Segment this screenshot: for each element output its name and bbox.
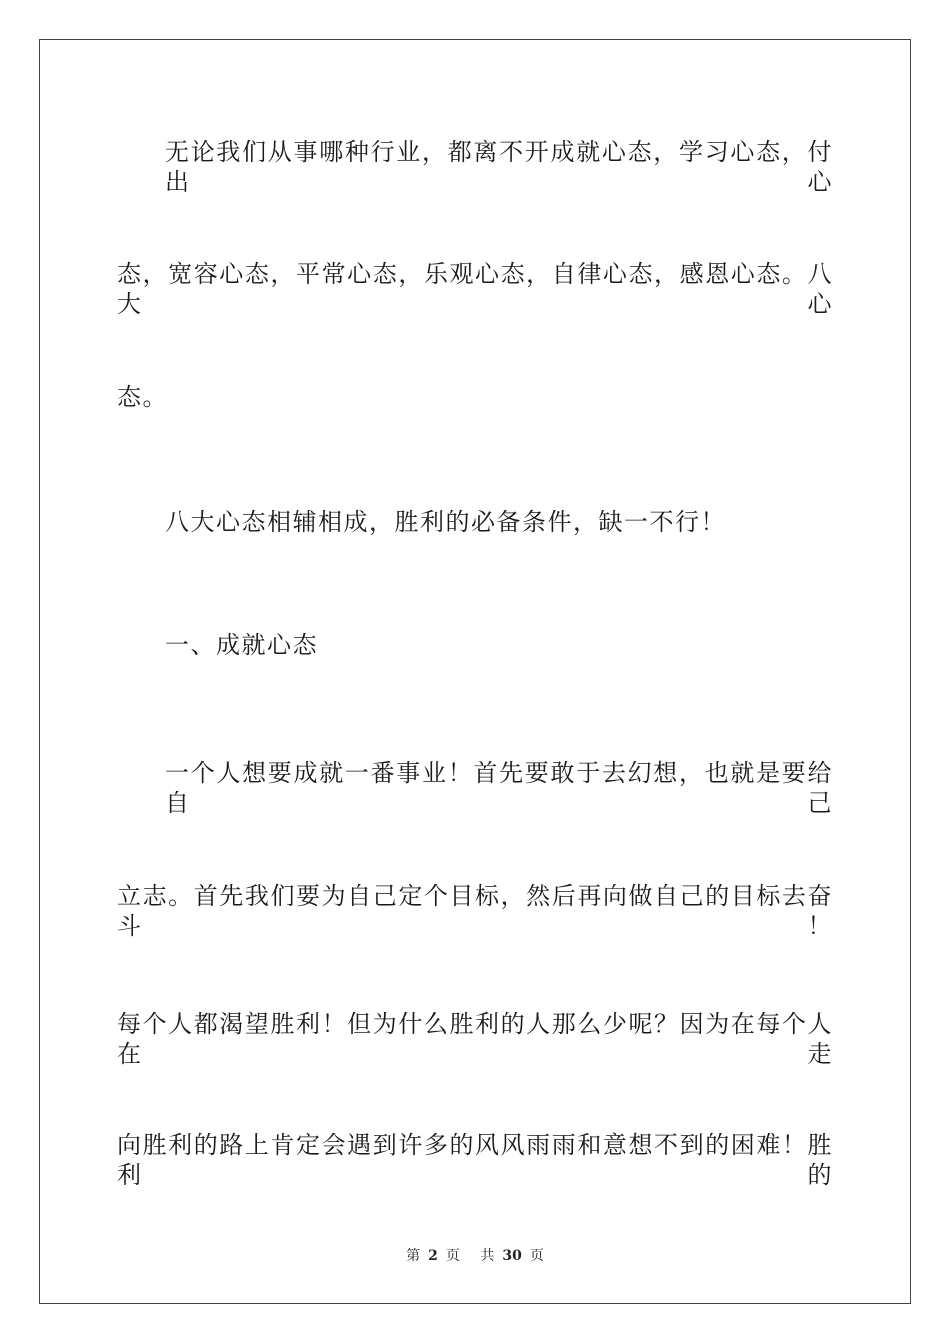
page-footer bbox=[0, 1247, 950, 1265]
text-line: 八大心态相辅相成，胜利的必备条件，缺一不行！ bbox=[165, 508, 726, 536]
text-line: 每个人都渴望胜利！但为什么胜利的人那么少呢？因为在每个人在走 bbox=[117, 1010, 833, 1068]
page-border bbox=[39, 39, 911, 1304]
text-line: 态。 bbox=[117, 383, 168, 411]
text-line: 态，宽容心态，平常心态，乐观心态，自律心态，感恩心态。八大心 bbox=[117, 260, 833, 318]
current-page: 第 2 页 bbox=[406, 1248, 460, 1264]
section-heading: 一、成就心态 bbox=[165, 631, 318, 659]
total-pages: 共 30 页 bbox=[480, 1248, 544, 1264]
text-line: 向胜利的路上肯定会遇到许多的风风雨雨和意想不到的困难！胜利的 bbox=[117, 1131, 833, 1189]
text-line: 立志。首先我们要为自己定个目标，然后再向做自己的目标去奋斗！ bbox=[117, 882, 833, 940]
text-line: 一个人想要成就一番事业！首先要敢于去幻想，也就是要给自己 bbox=[165, 759, 833, 817]
text-line: 无论我们从事哪种行业，都离不开成就心态，学习心态，付出心 bbox=[165, 138, 833, 196]
